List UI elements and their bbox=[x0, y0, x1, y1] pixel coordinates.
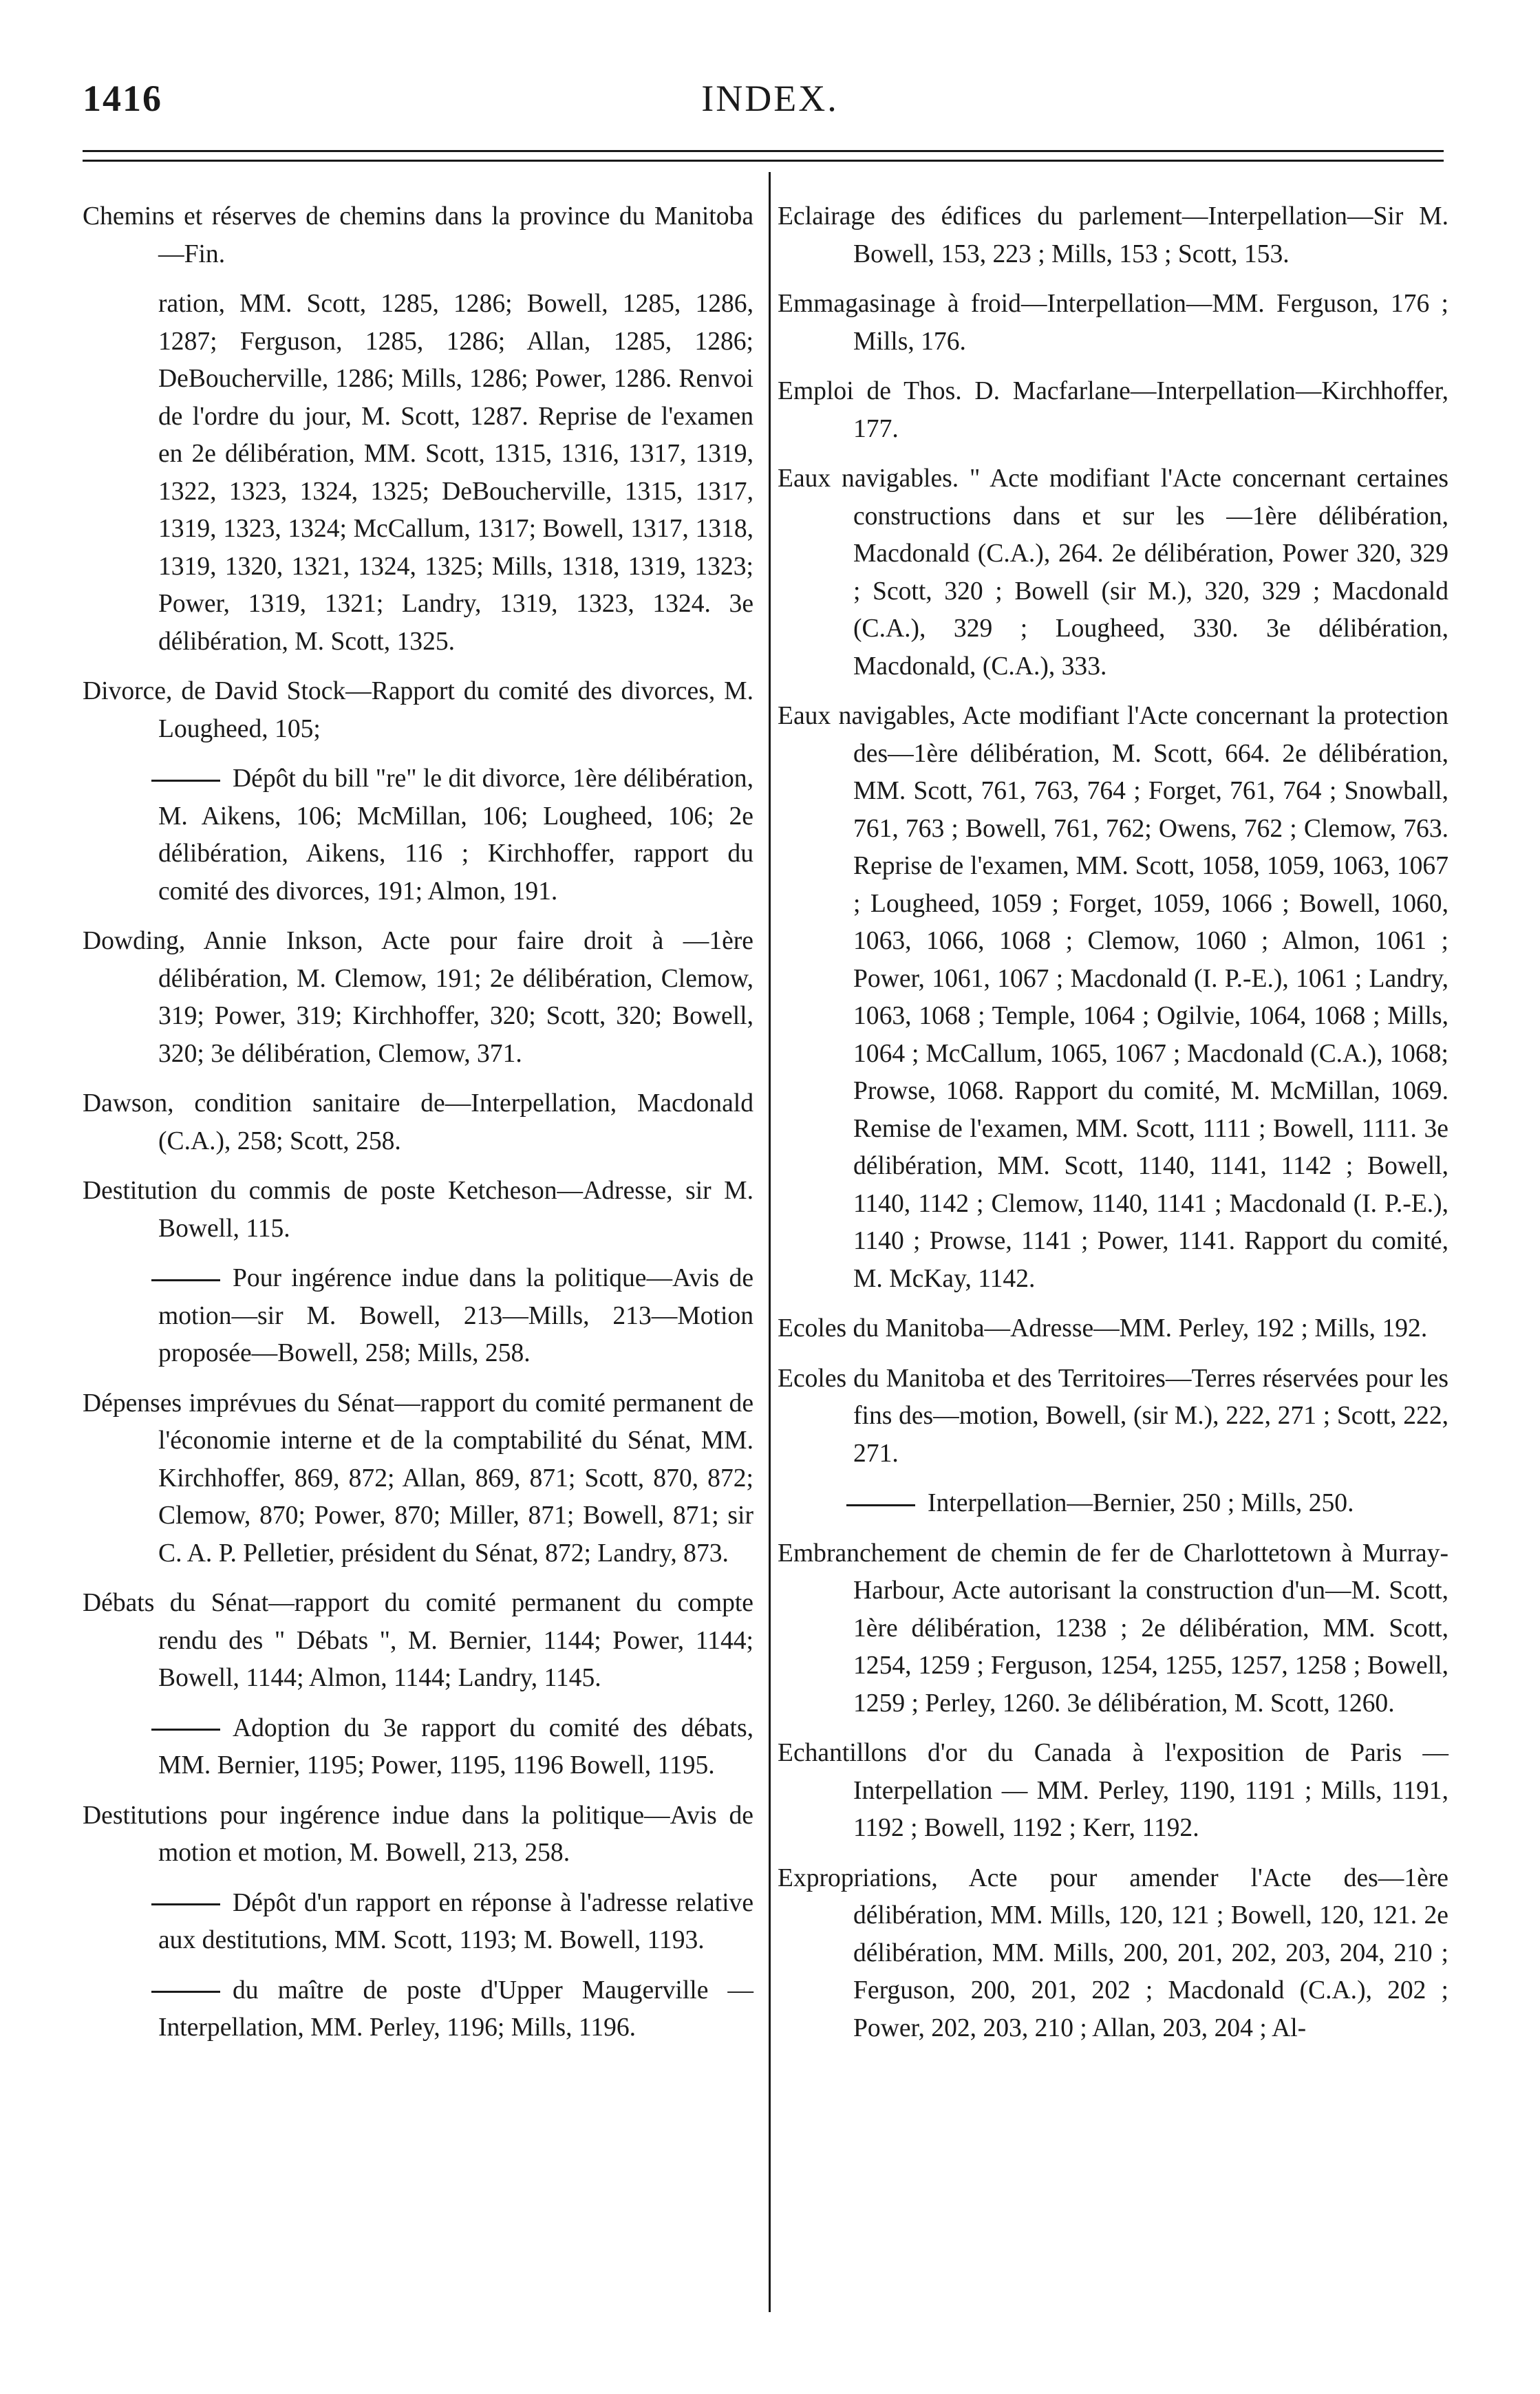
entry-text: Destitution du commis de poste Ketcheson—Adresse, sir M. Bowell, 115. bbox=[83, 1177, 753, 1243]
entry-text: Dépôt du bill "re" le dit divorce, 1ère délibération, M. Aikens, 106; McMillan, 106; Lougheed, 106; 2e délibération, Aikens, 116 ; Kirchhoffer, rapport du comité des divorces, 191; Almon, 191. bbox=[158, 765, 753, 906]
entry-text: Débats du Sénat—rapport du comité permanent du compte rendu des " Débats ", M. Bernier, 1144; Power, 1144; Bowell, 1144; Almon, 1144; Landry, 1145. bbox=[83, 1589, 753, 1692]
entry-text: Pour ingérence indue dans la politique—Avis de motion—sir M. Bowell, 213—Mills, 213—Motion proposée—Bowell, 258; Mills, 258. bbox=[158, 1264, 753, 1367]
index-entry bbox=[83, 673, 753, 748]
index-entry bbox=[778, 1860, 1448, 2048]
index-subentry bbox=[83, 1885, 753, 1960]
entry-text: Embranchement de chemin de fer de Charlottetown à Murray-Harbour, Acte autorisant la construction d'un—M. Scott, 1ère délibération, 1238 ; 2e délibération, MM. Scott, 1254, 1259 ; Ferguson, 1254, 1255, 1257, 1258 ; Bowell, 1259 ; Perley, 1260. 3e délibération, M. Scott, 1260. bbox=[778, 1539, 1448, 1718]
index-subentry bbox=[83, 1972, 753, 2047]
index-subentry bbox=[83, 760, 753, 910]
index-entry bbox=[83, 198, 753, 273]
entry-text: Ecoles du Manitoba—Adresse—MM. Perley, 192 ; Mills, 192. bbox=[778, 1314, 1428, 1343]
index-entry bbox=[83, 1585, 753, 1698]
entry-text: Dépôt d'un rapport en réponse à l'adresse relative aux destitutions, MM. Scott, 1193; M. Bowell, 1193. bbox=[158, 1888, 753, 1954]
index-entry bbox=[778, 460, 1448, 685]
entry-text: Eaux navigables, Acte modifiant l'Acte concernant la protection des—1ère délibération, M. Scott, 664. 2e délibération, MM. Scott, 761, 763, 764 ; Forget, 761, 764 ; Snowball, 761, 763 ; Bowell, 761, 762; Owens, 762 ; Clemow, 763. Reprise de l'examen, MM. Scott, 1058, 1059, 1063, 1067 ; Lougheed, 1059 ; Forget, 1059, 1066 ; Bowell, 1060, 1063, 1066, 1068 ; Clemow, 1060 ; Almon, 1061 ; Power, 1061, 1067 ; Macdonald (I. P.-E.), 1061 ; Landry, 1063, 1068 ; Temple, 1064 ; Ogilvie, 1064, 1068 ; Mills, 1064 ; McCallum, 1065, 1067 ; Macdonald (C.A.), 1068; Prowse, 1068. Rapport du comité, M. McMillan, 1069. Remise de l'examen, MM. Scott, 1111 ; Bowell, 1111. 3e délibération, MM. Scott, 1140, 1141, 1142 ; Bowell, 1140, 1142 ; Clemow, 1140, 1141 ; Macdonald (I. P.-E.), 1140 ; Prowse, 1141 ; Power, 1141. Rapport du comité, M. McKay, 1142. bbox=[778, 702, 1448, 1293]
entry-text: Emploi de Thos. D. Macfarlane—Interpellation—Kirchhoffer, 177. bbox=[778, 377, 1448, 443]
entry-text: Eaux navigables. " Acte modifiant l'Acte concernant certaines constructions dans et sur les —1ère délibération, Macdonald (C.A.), 264. 2e délibération, Power 320, 329 ; Scott, 320 ; Bowell (sir M.), 320, 329 ; Macdonald (C.A.), 329 ; Lougheed, 330. 3e délibération, Macdonald, (C.A.), 333. bbox=[778, 464, 1448, 681]
entry-text: Expropriations, Acte pour amender l'Acte des—1ère délibération, MM. Mills, 120, 121 ; Bowell, 120, 121. 2e délibération, MM. Mills, 200, 201, 202, 203, 204, 210 ; Ferguson, 200, 201, 202 ; Macdonald (C.A.), 202 ; Power, 202, 203, 210 ; Allan, 203, 204 ; Al- bbox=[778, 1863, 1448, 2042]
ditto-dash bbox=[846, 1504, 915, 1506]
left-column bbox=[83, 198, 753, 2060]
index-entry bbox=[83, 1085, 753, 1160]
index-subentry bbox=[83, 1260, 753, 1373]
ditto-dash bbox=[151, 1991, 220, 1993]
header-rule-top bbox=[83, 150, 1444, 152]
entry-text: Adoption du 3e rapport du comité des débats, MM. Bernier, 1195; Power, 1195, 1196 Bowell, 1195. bbox=[158, 1713, 753, 1780]
index-entry bbox=[778, 286, 1448, 361]
entry-text: Dawson, condition sanitaire de—Interpellation, Macdonald (C.A.), 258; Scott, 258. bbox=[83, 1089, 753, 1155]
ditto-dash bbox=[151, 1903, 220, 1905]
index-entry bbox=[778, 698, 1448, 1298]
index-entry bbox=[778, 1735, 1448, 1848]
index-entry bbox=[778, 1535, 1448, 1723]
entry-text: Destitutions pour ingérence indue dans la politique—Avis de motion et motion, M. Bowell, 213, 258. bbox=[83, 1801, 753, 1867]
entry-text: Emmagasinage à froid—Interpellation—MM. Ferguson, 176 ; Mills, 176. bbox=[778, 290, 1448, 356]
entry-text: Echantillons d'or du Canada à l'exposition de Paris — Interpellation — MM. Perley, 1190, 1191 ; Mills, 1191, 1192 ; Bowell, 1192 ; Kerr, 1192. bbox=[778, 1739, 1448, 1842]
index-entry bbox=[778, 373, 1448, 448]
index-entry bbox=[83, 923, 753, 1073]
right-column bbox=[778, 198, 1448, 2060]
entry-text: Interpellation—Bernier, 250 ; Mills, 250. bbox=[928, 1489, 1354, 1517]
entry-text: ration, MM. Scott, 1285, 1286; Bowell, 1285, 1286, 1287; Ferguson, 1285, 1286; Allan, 1285, 1286; DeBoucherville, 1286; Mills, 1286; Power, 1286. Renvoi de l'ordre du jour, M. Scott, 1287. Reprise de l'examen en 2e délibération, MM. Scott, 1315, 1316, 1317, 1319, 1322, 1323, 1324, 1325; DeBoucherville, 1315, 1317, 1319, 1323, 1324; McCallum, 1317; Bowell, 1317, 1318, 1319, 1320, 1321, 1324, 1325; Mills, 1318, 1319, 1323; Power, 1319, 1321; Landry, 1319, 1323, 1324. 3e délibération, M. Scott, 1325. bbox=[158, 290, 753, 656]
index-entry bbox=[83, 1385, 753, 1573]
entry-text: Dépenses imprévues du Sénat—rapport du comité permanent de l'économie interne et de la comptabilité du Sénat, MM. Kirchhoffer, 869, 872; Allan, 869, 871; Scott, 870, 872; Clemow, 870; Power, 870; Miller, 871; Bowell, 871; sir C. A. P. Pelletier, président du Sénat, 872; Landry, 873. bbox=[83, 1389, 753, 1568]
ditto-dash bbox=[151, 780, 220, 782]
index-subentry bbox=[778, 1485, 1448, 1523]
index-subentry bbox=[83, 1710, 753, 1785]
entry-text: Chemins et réserves de chemins dans la province du Manitoba—Fin. bbox=[83, 202, 753, 268]
entry-text: Dowding, Annie Inkson, Acte pour faire droit à —1ère délibération, M. Clemow, 191; 2e délibération, Clemow, 319; Power, 319; Kirchhoffer, 320; Scott, 320; Bowell, 320; 3e délibération, Clemow, 371. bbox=[83, 927, 753, 1068]
index-entry bbox=[83, 1797, 753, 1872]
ditto-dash bbox=[151, 1729, 220, 1731]
index-entry bbox=[778, 198, 1448, 273]
index-entry bbox=[778, 1360, 1448, 1473]
entry-text: Ecoles du Manitoba et des Territoires—Terres réservées pour les fins des—motion, Bowell, (sir M.), 222, 271 ; Scott, 222, 271. bbox=[778, 1364, 1448, 1468]
column-divider bbox=[769, 172, 771, 2312]
header-rule-bottom bbox=[83, 160, 1444, 162]
page-title: INDEX. bbox=[701, 78, 839, 119]
index-entry bbox=[83, 1173, 753, 1248]
entry-text: Eclairage des édifices du parlement—Interpellation—Sir M. Bowell, 153, 223 ; Mills, 153 ; Scott, 153. bbox=[778, 202, 1448, 268]
page-number: 1416 bbox=[83, 78, 162, 119]
entry-text: Divorce, de David Stock—Rapport du comité des divorces, M. Lougheed, 105; bbox=[83, 677, 753, 743]
index-entry-continuation bbox=[83, 286, 753, 661]
index-entry bbox=[778, 1310, 1448, 1348]
entry-text: du maître de poste d'Upper Maugerville —Interpellation, MM. Perley, 1196; Mills, 1196. bbox=[158, 1976, 753, 2042]
ditto-dash bbox=[151, 1279, 220, 1281]
